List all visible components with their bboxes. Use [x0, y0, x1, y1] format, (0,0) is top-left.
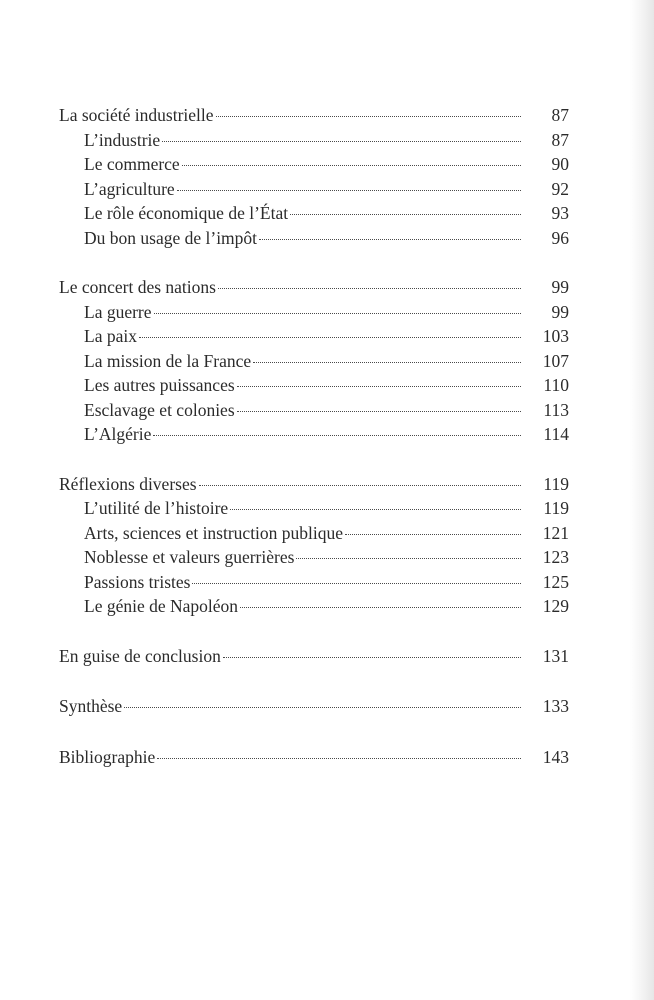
toc-chapter-title: La société industrielle: [59, 105, 214, 125]
toc-section: [59, 472, 569, 619]
toc-subentry: [59, 349, 569, 374]
dot-leader: [162, 141, 521, 142]
toc-page-number: 119: [543, 498, 569, 518]
dot-leader: [223, 657, 521, 658]
toc-chapter: [59, 745, 569, 770]
toc-page-number: 99: [551, 301, 569, 322]
toc-subentry: [59, 545, 569, 570]
dot-leader: [253, 362, 521, 363]
toc-page-number: 119: [543, 473, 569, 494]
toc-page-number: 114: [543, 424, 569, 444]
toc-chapter: [59, 694, 569, 719]
table-of-contents: [59, 103, 569, 795]
toc-subentry-title: La paix: [84, 326, 137, 346]
toc-page-number: 99: [551, 277, 569, 297]
toc-subentry: [59, 422, 569, 447]
toc-section: [59, 275, 569, 447]
toc-chapter-title: En guise de conclusion: [59, 645, 221, 666]
toc-page-number: 110: [543, 375, 569, 395]
dot-leader: [216, 116, 521, 117]
toc-subentry: [59, 128, 569, 153]
toc-chapter-title: Synthèse: [59, 696, 123, 716]
toc-subentry-title: Les autres puissances: [84, 375, 235, 395]
toc-subentry-title: L’agriculture: [84, 178, 175, 199]
toc-subentry-title: Le rôle économique de l’État: [84, 203, 289, 223]
toc-subentry: [59, 300, 569, 325]
dot-leader: [218, 288, 521, 289]
toc-subentry-title: Le commerce: [84, 154, 180, 174]
toc-page-number: 131: [542, 645, 569, 666]
toc-page-number: 129: [542, 596, 569, 616]
toc-chapter: [59, 103, 569, 128]
toc-chapter-title: Le concert des nations: [59, 277, 216, 297]
toc-subentry: [59, 398, 569, 423]
dot-leader: [124, 707, 521, 708]
toc-page-number: 87: [551, 105, 569, 125]
dot-leader: [153, 435, 521, 436]
toc-subentry-title: Passions tristes: [84, 571, 191, 592]
dot-leader: [177, 190, 521, 191]
toc-page-number: 121: [542, 522, 569, 543]
dot-leader: [230, 509, 521, 510]
dot-leader: [240, 607, 521, 608]
toc-chapter: [59, 472, 569, 497]
toc-page-number: 103: [542, 326, 569, 346]
dot-leader: [290, 214, 521, 215]
toc-page-number: 96: [551, 227, 569, 248]
toc-page-number: 107: [542, 350, 569, 371]
toc-page-number: 123: [542, 547, 569, 567]
toc-subentry-title: L’industrie: [84, 129, 161, 150]
toc-subentry-title: La mission de la France: [84, 350, 252, 371]
toc-subentry: [59, 521, 569, 546]
toc-page-number: 113: [543, 399, 569, 420]
toc-subentry-title: Esclavage et colonies: [84, 399, 235, 420]
toc-chapter-title: Bibliographie: [59, 746, 156, 767]
toc-subentry: [59, 324, 569, 349]
toc-chapter-title: Réflexions diverses: [59, 473, 197, 494]
dot-leader: [259, 239, 521, 240]
dot-leader: [192, 583, 521, 584]
toc-subentry: [59, 570, 569, 595]
toc-page-number: 133: [542, 696, 569, 716]
toc-subentry: [59, 226, 569, 251]
toc-page-number: 87: [551, 129, 569, 150]
toc-page-number: 143: [542, 746, 569, 767]
toc-subentry: [59, 152, 569, 177]
toc-subentry: [59, 496, 569, 521]
toc-chapter: [59, 644, 569, 669]
toc-page-number: 90: [551, 154, 569, 174]
dot-leader: [199, 485, 521, 486]
toc-subentry: [59, 373, 569, 398]
dot-leader: [237, 386, 521, 387]
toc-subentry-title: Noblesse et valeurs guerrières: [84, 547, 295, 567]
toc-chapter: [59, 275, 569, 300]
toc-page-number: 93: [551, 203, 569, 223]
toc-subentry-title: L’utilité de l’histoire: [84, 498, 229, 518]
toc-section: [59, 745, 569, 770]
dot-leader: [139, 337, 521, 338]
dot-leader: [157, 758, 521, 759]
toc-section: [59, 694, 569, 719]
dot-leader: [182, 165, 521, 166]
toc-subentry: [59, 201, 569, 226]
toc-subentry-title: La guerre: [84, 301, 152, 322]
dot-leader: [345, 534, 521, 535]
toc-subentry: [59, 594, 569, 619]
toc-section: [59, 103, 569, 250]
toc-subentry-title: Le génie de Napoléon: [84, 596, 239, 616]
toc-section: [59, 644, 569, 669]
toc-subentry-title: Arts, sciences et instruction publique: [84, 522, 344, 543]
toc-subentry: [59, 177, 569, 202]
dot-leader: [154, 313, 521, 314]
dot-leader: [237, 411, 521, 412]
toc-page-number: 125: [542, 571, 569, 592]
toc-subentry-title: L’Algérie: [84, 424, 152, 444]
toc-page-number: 92: [551, 178, 569, 199]
dot-leader: [296, 558, 521, 559]
toc-subentry-title: Du bon usage de l’impôt: [84, 227, 258, 248]
